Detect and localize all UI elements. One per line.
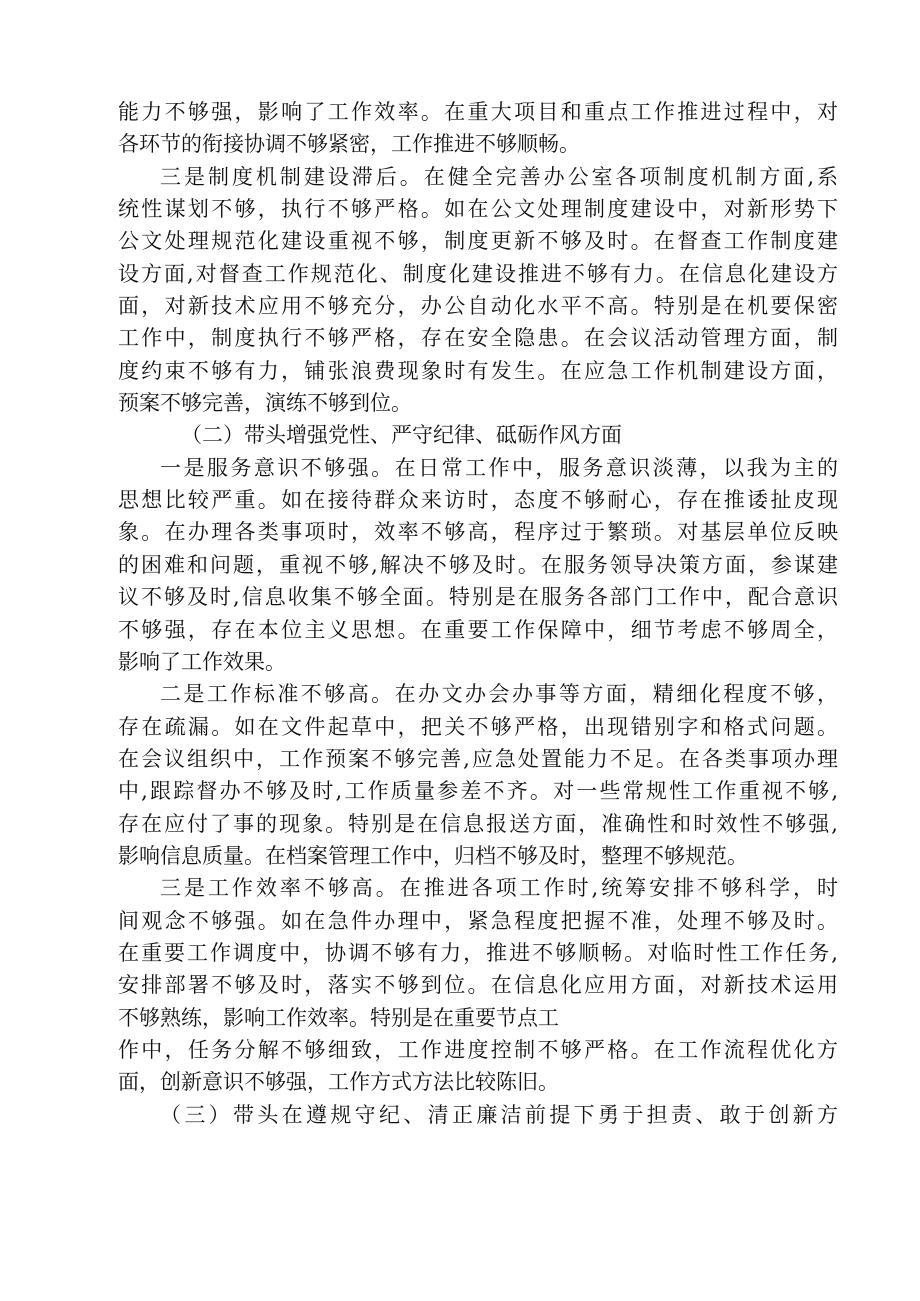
paragraph-work-standards <box>118 678 838 872</box>
section-heading-2: （二）带头增强党性、严守纪律、砥砺作风方面 <box>181 423 622 448</box>
text-line: 度约束不够有力，铺张浪费现象时有发生。在应急工作机制建设方面， <box>118 358 838 383</box>
text-line: 作中，任务分解不够细致，工作进度控制不够严格。在工作流程优化方 <box>118 1037 838 1062</box>
text-line: 安排部署不够及时，落实不够到位。在信息化应用方面，对新技术运用 <box>118 973 838 998</box>
text-line: 存在疏漏。如在文件起草中，把关不够严格，出现错别字和格式问题。 <box>118 714 838 739</box>
text-line: 能力不够强，影响了工作效率。在重大项目和重点工作推进过程中，对 <box>118 100 838 124</box>
document-body <box>118 96 838 1131</box>
text-line: 设方面,对督查工作规范化、制度化建设推进不够有力。在信息化建设方 <box>118 261 838 286</box>
text-line: 在会议组织中，工作预案不够完善,应急处置能力不足。在各类事项办理 <box>118 746 838 771</box>
text-line: 思想比较严重。如在接待群众来访时，态度不够耐心，存在推诿扯皮现 <box>118 488 838 513</box>
text-line: 一是服务意识不够强。在日常工作中，服务意识淡薄，以我为主的 <box>160 455 838 480</box>
text-line: 存在应付了事的现象。特别是在信息报送方面，准确性和时效性不够强, <box>118 811 838 836</box>
paragraph-continuation <box>118 96 838 161</box>
text-line: 面，创新意识不够强，工作方式方法比较陈旧。 <box>118 1070 559 1095</box>
text-line: 统性谋划不够，执行不够严格。如在公文处理制度建设中，对新形势下 <box>118 197 838 222</box>
text-line: 议不够及时,信息收集不够全面。特别是在服务各部门工作中，配合意识 <box>118 585 838 610</box>
text-line: 间观念不够强。如在急件办理中，紧急程度把握不准，处理不够及时。 <box>118 908 838 933</box>
paragraph-institution-building <box>118 161 838 420</box>
text-line: 三是工作效率不够高。在推进各项工作时,统筹安排不够科学，时 <box>160 876 838 901</box>
text-line: 三是制度机制建设滞后。在健全完善办公室各项制度机制方面,系 <box>160 164 838 189</box>
text-line: 中,跟踪督办不够及时,工作质量参差不齐。对一些常规性工作重视不够, <box>118 779 838 804</box>
paragraph-work-efficiency <box>118 872 838 1098</box>
text-line: 公文处理规范化建设重视不够，制度更新不够及时。在督查工作制度建 <box>118 229 838 254</box>
text-line: 的困难和问题，重视不够,解决不够及时。在服务领导决策方面，参谋建 <box>118 552 838 577</box>
text-line: 工作中，制度执行不够严格，存在安全隐患。在会议活动管理方面，制 <box>118 326 838 351</box>
text-line: 预案不够完善，演练不够到位。 <box>118 391 412 416</box>
text-line: 不够强，存在本位主义思想。在重要工作保障中，细节考虑不够周全， <box>118 617 838 642</box>
text-line: 各环节的衔接协调不够紧密，工作推进不够顺畅。 <box>118 132 580 157</box>
text-line: 在重要工作调度中，协调不够有力，推进不够顺畅。对临时性工作任务, <box>118 940 838 965</box>
text-line: 面，对新技术应用不够充分，办公自动化水平不高。特别是在机要保密 <box>118 294 838 319</box>
paragraph-service-awareness <box>118 452 838 678</box>
text-line: 二是工作标准不够高。在办文办会办事等方面，精细化程度不够， <box>160 682 838 707</box>
text-line: 不够熟练，影响工作效率。特别是在重要节点工 <box>118 1005 559 1030</box>
text-line: 影响了工作效果。 <box>118 649 286 674</box>
text-line: 影响信息质量。在档案管理工作中，归档不够及时，整理不够规范。 <box>118 843 748 868</box>
text-line: 象。在办理各类事项时，效率不够高，程序过于繁琐。对基层单位反映 <box>118 520 838 545</box>
section-heading-3: （三）带头在遵规守纪、清正廉洁前提下勇于担责、敢于创新方 <box>160 1102 838 1127</box>
